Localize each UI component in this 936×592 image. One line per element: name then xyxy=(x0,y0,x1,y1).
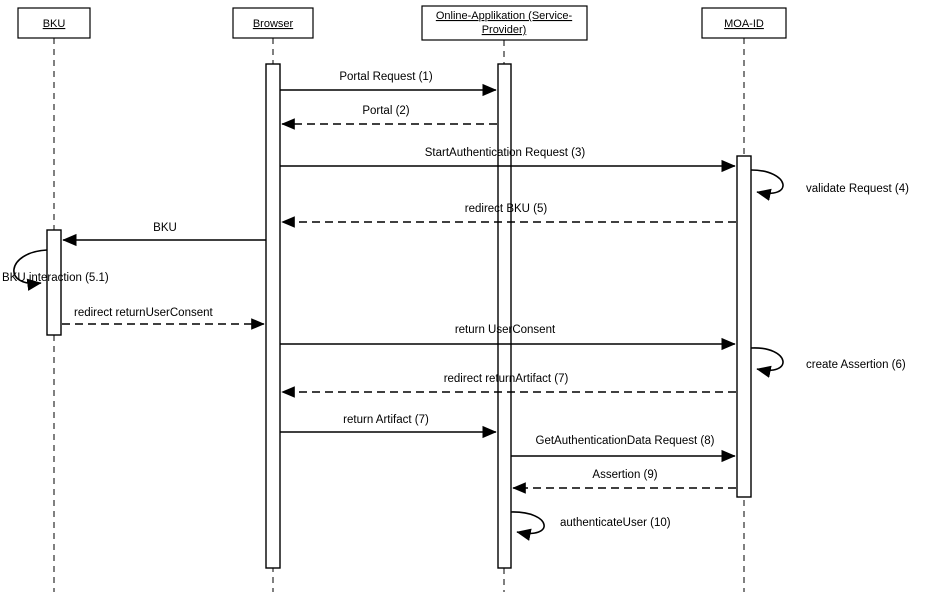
message-label-getauthenticationdata-request: GetAuthenticationData Request (8) xyxy=(535,435,715,447)
message-redirect-returnuserconsent xyxy=(62,307,264,324)
participant-browser[interactable] xyxy=(233,8,313,38)
participant-label-browser: Browser xyxy=(252,18,294,30)
message-label-authenticateuser: authenticateUser (10) xyxy=(560,517,671,529)
activation-online-applikation xyxy=(498,64,511,568)
participant-online-applikation[interactable] xyxy=(422,6,587,40)
message-validate-request xyxy=(751,170,909,195)
message-label-redirect-bku: redirect BKU (5) xyxy=(464,203,548,215)
message-label-bku-interaction: BKU interaction (5.1) xyxy=(2,272,109,284)
message-label-validate-request: validate Request (4) xyxy=(806,183,909,195)
message-arrow-validate-request xyxy=(751,170,783,193)
participant-label-online-applikation-line2: Provider) xyxy=(481,24,527,36)
message-label-portal: Portal (2) xyxy=(362,105,410,117)
activation-browser xyxy=(266,64,280,568)
message-arrow-authenticateuser xyxy=(511,512,544,533)
message-label-portal-request: Portal Request (1) xyxy=(339,71,433,83)
message-bku xyxy=(63,222,266,240)
activation-moa-id xyxy=(737,156,751,497)
message-label-return-userconsent: return UserConsent xyxy=(454,324,556,336)
message-label-assertion: Assertion (9) xyxy=(592,469,658,481)
message-arrow-create-assertion xyxy=(751,348,783,370)
participant-label-bku: BKU xyxy=(42,18,66,30)
message-create-assertion xyxy=(751,348,906,371)
message-portal-request xyxy=(280,71,496,90)
participant-label-online-applikation-line1: Online-Applikation (Service- xyxy=(435,10,573,22)
message-label-create-assertion: create Assertion (6) xyxy=(806,359,906,371)
message-label-startauthentication-request: StartAuthentication Request (3) xyxy=(424,147,586,159)
message-label-redirect-returnartifact: redirect returnArtifact (7) xyxy=(443,373,569,385)
message-label-bku: BKU xyxy=(153,222,177,234)
message-label-return-artifact: return Artifact (7) xyxy=(343,414,429,426)
participant-label-moa-id: MOA-ID xyxy=(724,18,764,30)
message-assertion xyxy=(513,469,736,488)
participant-bku[interactable] xyxy=(18,8,90,38)
message-getauthenticationdata-request xyxy=(511,435,735,456)
message-return-artifact xyxy=(280,414,496,432)
participant-moa-id[interactable] xyxy=(702,8,786,38)
message-portal xyxy=(282,105,497,124)
message-authenticateuser xyxy=(511,512,671,533)
message-label-redirect-returnuserconsent: redirect returnUserConsent xyxy=(74,307,213,319)
